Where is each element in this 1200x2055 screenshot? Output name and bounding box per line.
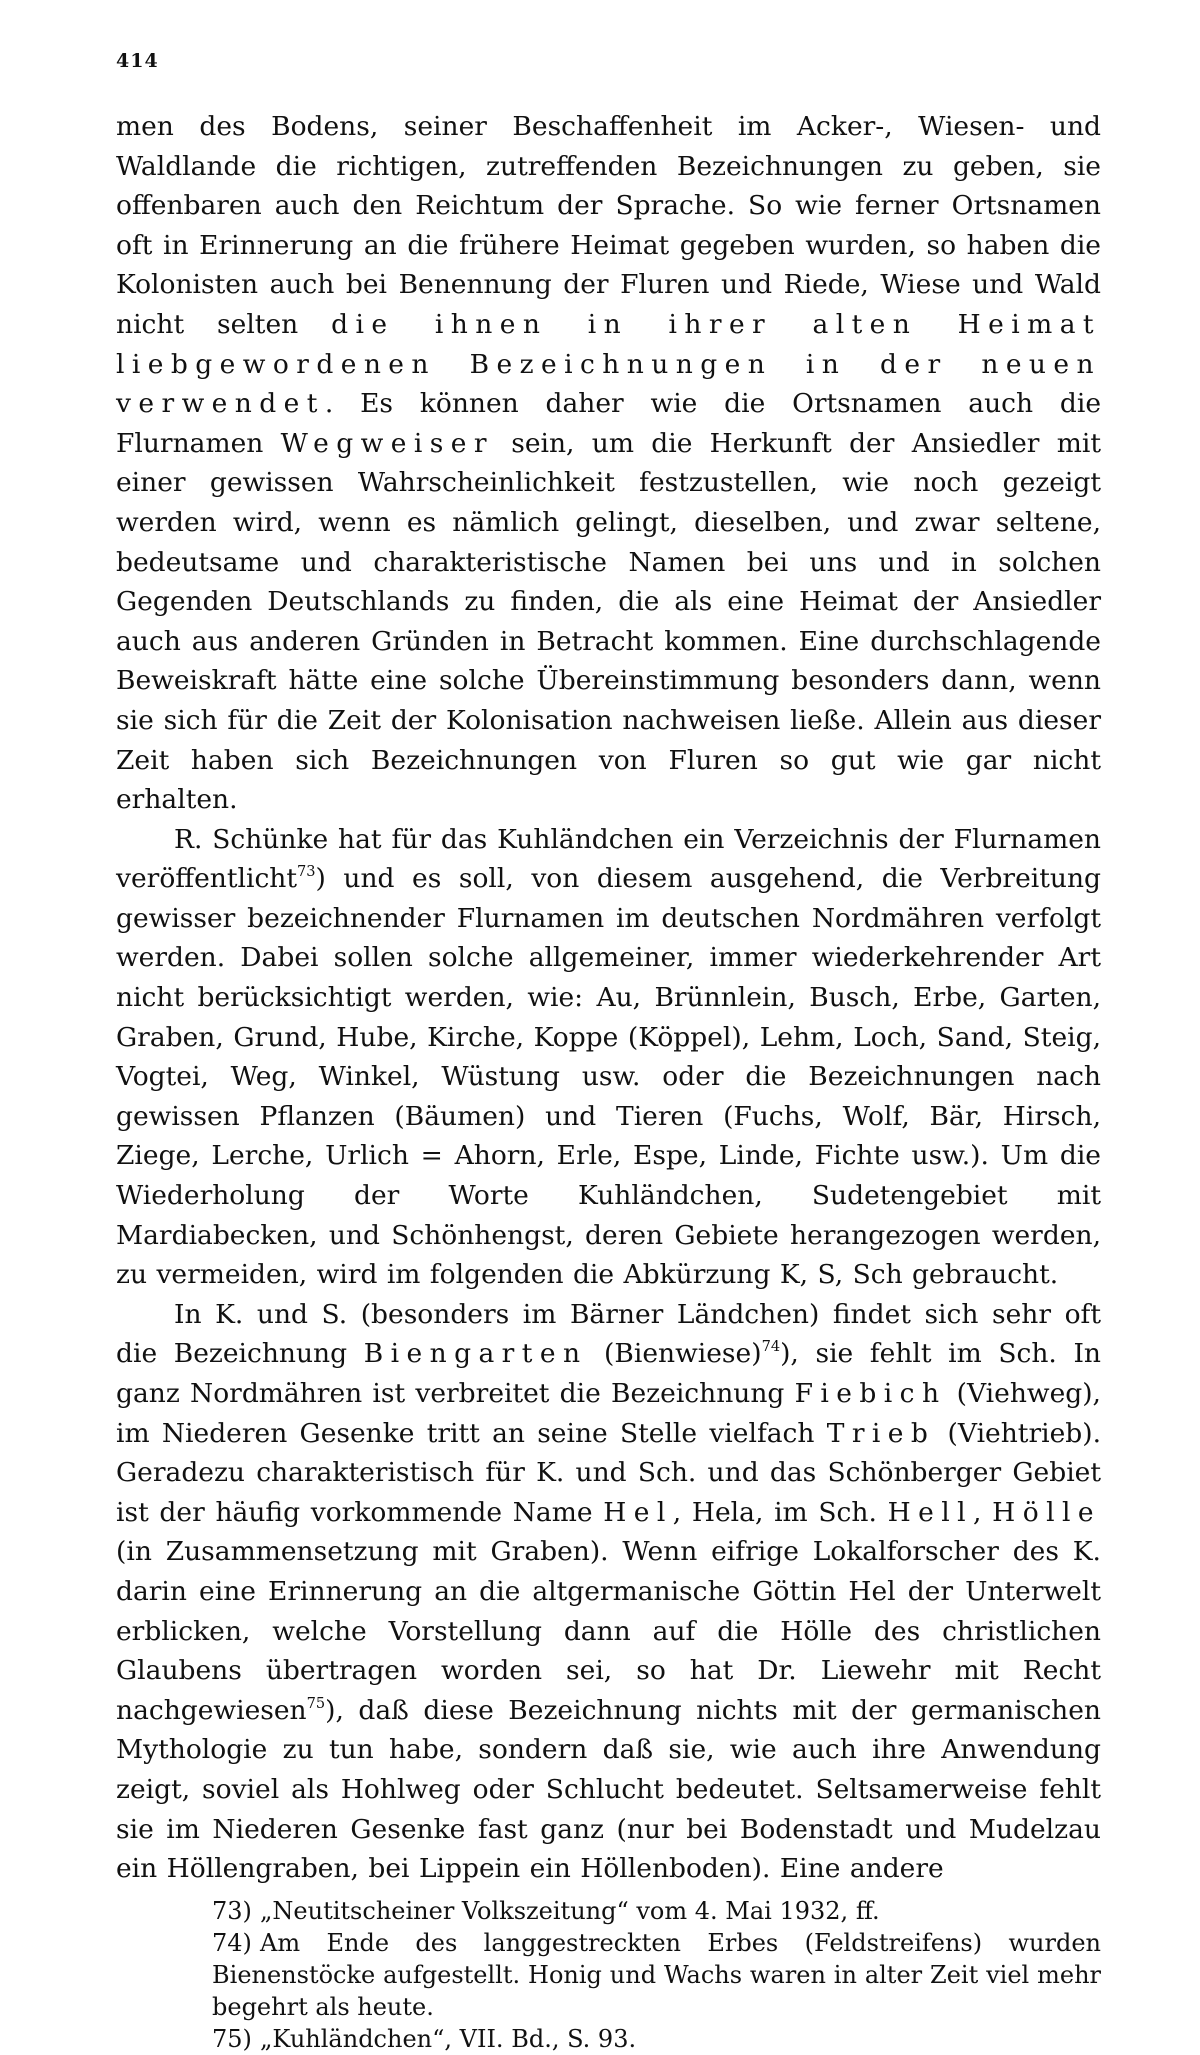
text-run: ), daß diese Bezeichnung nichts mit der germanischen Mythologie zu tun habe, sondern daß sie, wie auch ihre Anwendung zeigt, soviel als Hohlweg oder Schlucht bedeutet. Seltsamerweise fehlt sie im Niederen Gesenke fast ganz (nur bei Bodenstadt und Mudelzau ein Höllengraben, bei Lippein ein Höllenboden). Eine andere — [116, 1694, 1101, 1885]
text-run: sein, um die Herkunft der Ansiedler mit einer gewissen Wahrscheinlichkeit festzustellen, wie noch gezeigt werden wird, wenn es nämlich gelingt, dieselben, und zwar seltene, bedeutsame und charakteristische Namen bei uns und in solchen Gegenden Deutschlands zu finden, die als eine Heimat der Ansiedler auch aus anderen Gründen in Betracht kommen. Eine durchschlagende Beweiskraft hätte eine solche Übereinstimmung besonders dann, wenn sie sich für die Zeit der Kolonisation nachweisen ließe. Allein aus dieser Zeit haben sich Bezeichnungen von Fluren so gut wie gar nicht erhalten. — [116, 427, 1101, 816]
text-run: (in Zusammensetzung mit Graben). Wenn eifrige Lokalforscher des K. darin eine Erinnerung an die altgermanische Göttin Hel der Unterwelt erblicken, welche Vorstellung dann auf die Hölle des christlichen Glaubens übertragen worden sei, so hat Dr. Liewehr mit Recht nachgewiesen — [116, 1536, 1101, 1726]
text-run: , Hela, im Sch. — [672, 1496, 888, 1528]
text-run: . Es können daher wie die Ortsnamen auch die Flurnamen — [116, 388, 1101, 459]
text-run: (Bienwiese) — [587, 1338, 762, 1370]
page — [116, 50, 1101, 2055]
spaced-text: Wegweiser — [280, 427, 494, 459]
page-number: 414 — [116, 50, 159, 72]
text-run: ) und es soll, von diesem ausgehend, die Verbreitung gewisser bezeichnender Flurnamen im deutschen Nordmähren verfolgt werden. Dabei sollen solche allgemeiner, immer wiederkehrender Art nicht berücksichtigt werden, wie: Au, Brünnlein, Busch, Erbe, Garten, Graben, Grund, Hube, Kirche, Koppe (Köppel), Lehm, Loch, Sand, Steig, Vogtei, Weg, Winkel, Wüstung usw. oder die Bezeichnungen nach gewissen Pflanzen (Bäumen) und Tieren (Fuchs, Wolf, Bär, Hirsch, Ziege, Lerche, Urlich = Ahorn, Erle, Espe, Linde, Fichte usw.). Um die Wiederholung der Worte Kuhländchen, Sudetengebiet mit Mardiabecken, und Schönhengst, deren Gebiete herangezogen werden, zu vermeiden, wird im folgenden die Abkürzung K, S, Sch gebraucht. — [116, 863, 1101, 1291]
spaced-text: Biengarten — [363, 1338, 588, 1370]
footnote-73 — [212, 1895, 1101, 1927]
spaced-text: die ihnen in ihrer alten Heimat liebgewordenen Bezeichnungen in der neuen verwendet — [116, 308, 1101, 420]
paragraph — [116, 820, 1101, 1295]
footnote-ref: 74 — [761, 1338, 781, 1356]
text-run: men des Bodens, seiner Beschaffenheit im Acker-, Wiesen- und Waldlande die richtigen, zutreffenden Bezeichnungen zu geben, sie offenbaren auch den Reichtum der Sprache. So wie ferner Ortsnamen oft in Erinnerung an die frühere Heimat gegeben wurden, so haben die Kolonisten auch bei Benennung der Fluren und Riede, Wiese und Wald nicht selten — [116, 111, 1101, 340]
text-run: In K. und S. (besonders im Bärner Ländchen) findet sich sehr oft die Bezeichnung — [116, 1298, 1101, 1370]
paragraph — [116, 1295, 1101, 1889]
spaced-text: Fiebich — [794, 1378, 947, 1409]
footnote-75 — [212, 2023, 1101, 2055]
spaced-text: Hel — [603, 1496, 673, 1528]
footnote-mark: 73) — [212, 1896, 252, 1925]
text-run: (Viehweg), im Niederen Gesenke tritt an seine Stelle vielfach — [116, 1378, 1101, 1449]
paragraph — [116, 107, 1101, 820]
spaced-text: Hell — [887, 1496, 974, 1528]
footnote-ref: 75 — [306, 1694, 326, 1712]
footnote-ref: 73 — [297, 863, 316, 881]
text-run: R. Schünke hat für das Kuhländchen ein Verzeichnis der Flurnamen veröffentlicht — [116, 823, 1101, 895]
spaced-text: Trieb — [826, 1417, 936, 1449]
footnotes — [116, 1895, 1101, 2055]
footnote-text: „Kuhländchen“, VII. Bd., S. 93. — [260, 2024, 637, 2053]
text-run: , — [973, 1496, 993, 1528]
footnote-mark: 75) — [212, 2024, 252, 2053]
spaced-text: Hölle — [992, 1496, 1101, 1528]
text-run: (Viehtrieb). Geradezu charakteristisch für K. und Sch. und das Schönberger Gebiet ist der häufig vorkommende Name — [116, 1417, 1101, 1528]
footnote-text: Am Ende des langgestreckten Erbes (Feldstreifens) wurden Bienenstöcke aufgestellt. Honig und Wachs waren in alter Zeit viel mehr begehrt als heute. — [212, 1928, 1101, 2021]
footnote-mark: 74) — [212, 1928, 252, 1957]
text-run: ), sie fehlt im Sch. In ganz Nordmähren ist verbreitet die Bezeichnung — [116, 1338, 1101, 1409]
body-text — [116, 107, 1101, 1889]
footnote-74 — [212, 1927, 1101, 2023]
footnote-text: „Neutitscheiner Volkszeitung“ vom 4. Mai 1932, ff. — [260, 1896, 880, 1925]
